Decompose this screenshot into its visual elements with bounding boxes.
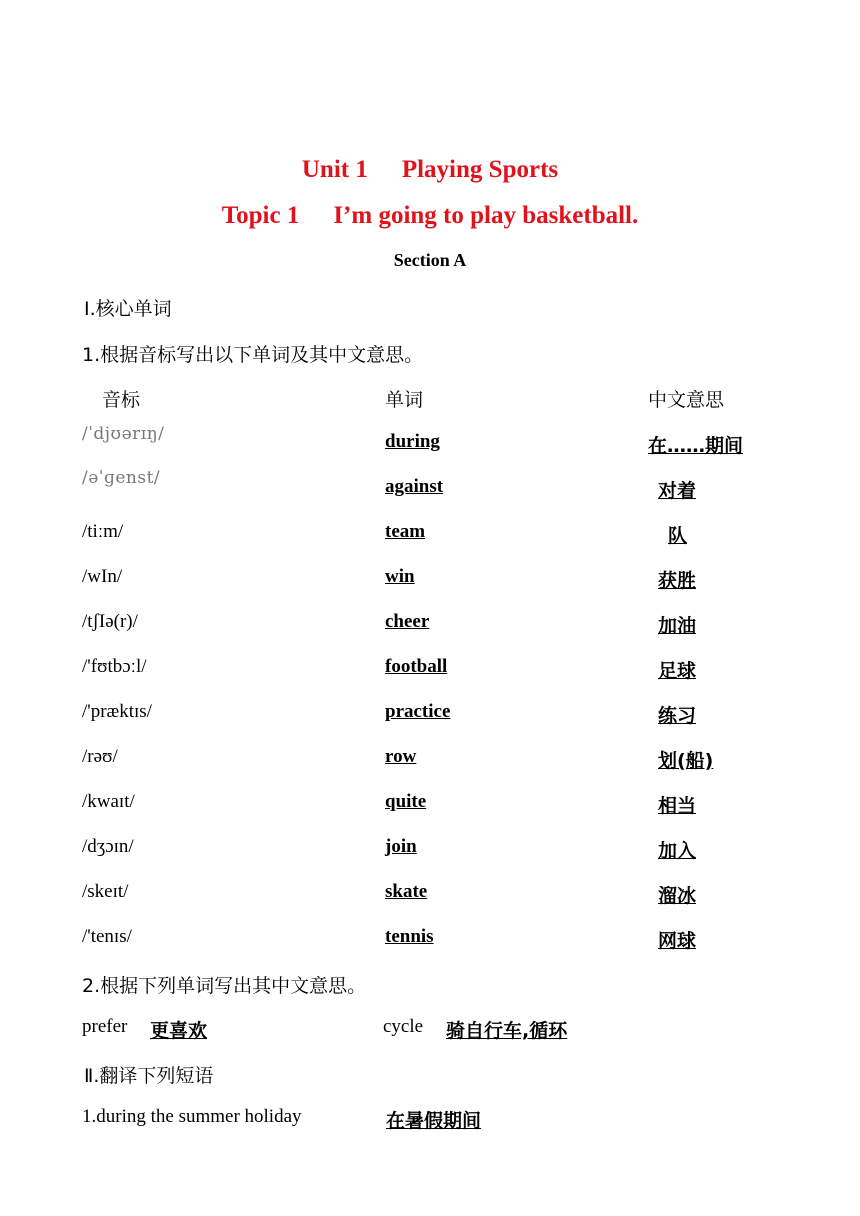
word-answer: tennis [385, 926, 434, 947]
phonetic-text: /dʒɔɪn/ [82, 836, 134, 857]
question1: 1.根据音标写出以下单词及其中文意思。 [82, 344, 424, 366]
q2-answer-cycle: 骑自行车,循环 [446, 1020, 568, 1042]
phonetic-text: /kwaɪt/ [82, 791, 135, 812]
phonetic-text: /tʃIə(r)/ [82, 611, 138, 632]
phonetic-text: /'tenɪs/ [82, 926, 132, 947]
meaning-answer: 加入 [658, 840, 697, 862]
word-answer: cheer [385, 611, 430, 632]
header-meaning: 中文意思 [648, 389, 725, 411]
phonetic-text: /tiːm/ [82, 521, 124, 542]
word-answer: football [385, 656, 448, 677]
meaning-answer: 相当 [658, 795, 697, 817]
phonetic-text: /'præktɪs/ [82, 701, 152, 722]
unit-title: Unit 1 Playing Sports [301, 156, 559, 183]
q2-word-cycle: cycle [383, 1016, 424, 1037]
q2-word-prefer: prefer [82, 1016, 128, 1037]
word-answer: row [385, 746, 417, 767]
header-word: 单词 [385, 389, 424, 411]
word-answer: skate [385, 881, 428, 902]
word-answer: win [385, 566, 415, 587]
word-answer: practice [385, 701, 451, 722]
meaning-answer: 获胜 [658, 570, 697, 592]
phonetic-text: /əˈɡenst/ [82, 468, 161, 488]
meaning-answer: 队 [668, 525, 688, 547]
word-answer: during [385, 431, 440, 452]
phonetic-text: /skeɪt/ [82, 881, 129, 902]
q2-answer-prefer: 更喜欢 [150, 1020, 208, 1042]
phonetic-text: /'fʊtbɔːl/ [82, 656, 147, 677]
meaning-answer: 划(船) [658, 750, 714, 772]
phonetic-text: /wIn/ [82, 566, 123, 587]
section-title: Section A [393, 250, 467, 270]
meaning-answer: 对着 [658, 480, 697, 502]
meaning-answer: 在……期间 [648, 435, 744, 457]
word-answer: quite [385, 791, 427, 812]
word-answer: team [385, 521, 426, 542]
meaning-answer: 加油 [658, 615, 697, 637]
meaning-answer: 足球 [658, 660, 697, 682]
phrase-1: 1.during the summer holiday [82, 1106, 302, 1127]
part1-heading: Ⅰ.核心单词 [84, 298, 172, 320]
meaning-answer: 网球 [658, 930, 697, 952]
word-answer: against [385, 476, 444, 497]
header-phonetic: 音标 [102, 389, 141, 411]
meaning-answer: 练习 [658, 705, 697, 727]
meaning-answer: 溜冰 [658, 885, 697, 907]
topic-title: Topic 1 I’m going to play basketball. [221, 202, 639, 229]
phonetic-text: /rəʊ/ [82, 746, 118, 767]
word-answer: join [385, 836, 417, 857]
phonetic-text: /ˈdjʊərɪŋ/ [82, 424, 165, 444]
question2: 2.根据下列单词写出其中文意思。 [82, 975, 367, 997]
part2-heading: Ⅱ.翻译下列短语 [84, 1065, 214, 1087]
phrase-1-answer: 在暑假期间 [386, 1110, 482, 1132]
